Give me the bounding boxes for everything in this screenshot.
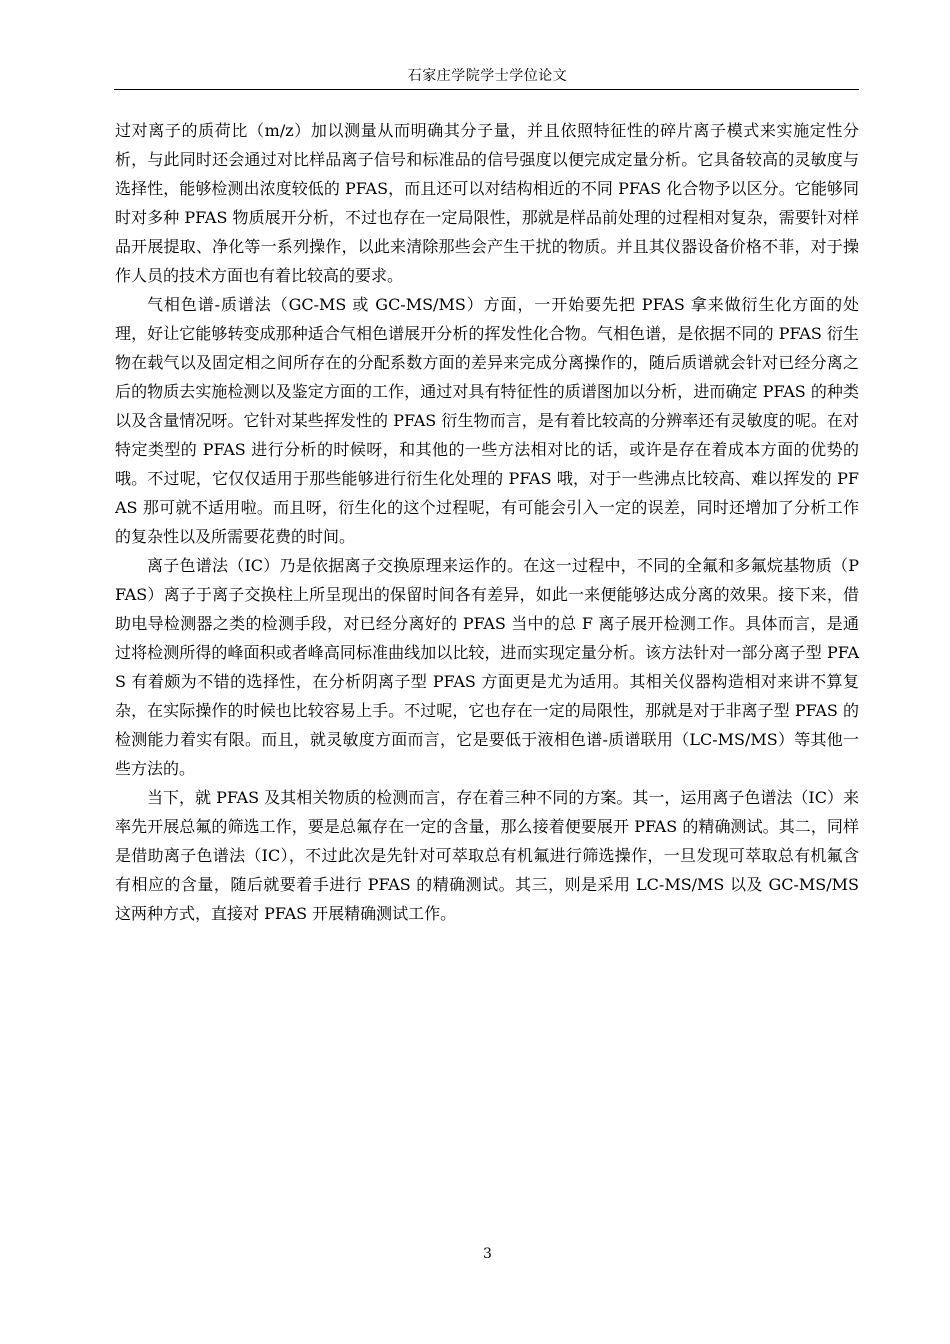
body-text: [115, 116, 859, 928]
header-divider: [114, 89, 859, 90]
page-number: 3: [483, 1246, 492, 1262]
paragraph-detection-schemes: 当下，就 PFAS 及其相关物质的检测而言，存在着三种不同的方案。其一，运用离子色谱法（IC）来率先开展总氟的筛选工作，要是总氟存在一定的含量，那么接着便要展开 PFAS 的精确测试。其二，同样是借助离子色谱法（IC），不过此次是先针对可萃取总有机氟进行筛选操作，一旦发现可萃取总有机氟含有相应的含量，随后就要着手进行 PFAS 的精确测试。其三，则是采用 LC-MS/MS 以及 GC-MS/MS 这两种方式，直接对 PFAS 开展精确测试工作。: [115, 788, 859, 923]
paragraph-continued: 过对离子的质荷比（m/z）加以测量从而明确其分子量，并且依照特征性的碎片离子模式来实施定性分析，与此同时还会通过对比样品离子信号和标准品的信号强度以便完成定量分析。它具备较高的灵敏度与选择性，能够检测出浓度较低的 PFAS，而且还可以对结构相近的不同 PFAS 化合物予以区分。它能够同时对多种 PFAS 物质展开分析，不过也存在一定局限性，那就是样品前处理的过程相对复杂，需要针对样品开展提取、净化等一系列操作，以此来清除那些会产生干扰的物质。并且其仪器设备价格不菲，对于操作人员的技术方面也有着比较高的要求。: [115, 121, 859, 285]
paragraph-ion-chromatography: 离子色谱法（IC）乃是依据离子交换原理来运作的。在这一过程中，不同的全氟和多氟烷基物质（PFAS）离子于离子交换柱上所呈现出的保留时间各有差异，如此一来便能够达成分离的效果。接下来，借助电导检测器之类的检测手段，对已经分离好的 PFAS 当中的总 F 离子展开检测工作。具体而言，是通过将检测所得的峰面积或者峰高同标准曲线加以比较，进而实现定量分析。该方法针对一部分离子型 PFAS 有着颇为不错的选择性，在分析阴离子型 PFAS 方面更是尤为适用。其相关仪器构造相对来讲不算复杂，在实际操作的时候也比较容易上手。不过呢，它也存在一定的局限性，那就是对于非离子型 PFAS 的检测能力着实有限。而且，就灵敏度方面而言，它是要低于液相色谱-质谱联用（LC-MS/MS）等其他一些方法的。: [115, 556, 859, 778]
running-header-title: 石家庄学院学士学位论文: [407, 68, 568, 84]
paragraph-gc-ms: 气相色谱-质谱法（GC-MS 或 GC-MS/MS）方面，一开始要先把 PFAS 拿来做衍生化方面的处理，好让它能够转变成那种适合气相色谱展开分析的挥发性化合物。气相色谱，是依据不同的 PFAS 衍生物在载气以及固定相之间所存在的分配系数方面的差异来完成分离操作的，随后质谱就会针对已经分离之后的物质去实施检测以及鉴定方面的工作，通过对具有特征性的质谱图加以分析，进而确定 PFAS 的种类以及含量情况呀。它针对某些挥发性的 PFAS 衍生物而言，是有着比较高的分辨率还有灵敏度的呢。在对特定类型的 PFAS 进行分析的时候呀，和其他的一些方法相对比的话，或许是存在着成本方面的优势的哦。不过呢，它仅仅适用于那些能够进行衍生化处理的 PFAS 哦，对于一些沸点比较高、难以挥发的 PFAS 那可就不适用啦。而且呀，衍生化的这个过程呢，有可能会引入一定的误差，同时还增加了分析工作的复杂性以及所需要花费的时间。: [115, 295, 859, 546]
